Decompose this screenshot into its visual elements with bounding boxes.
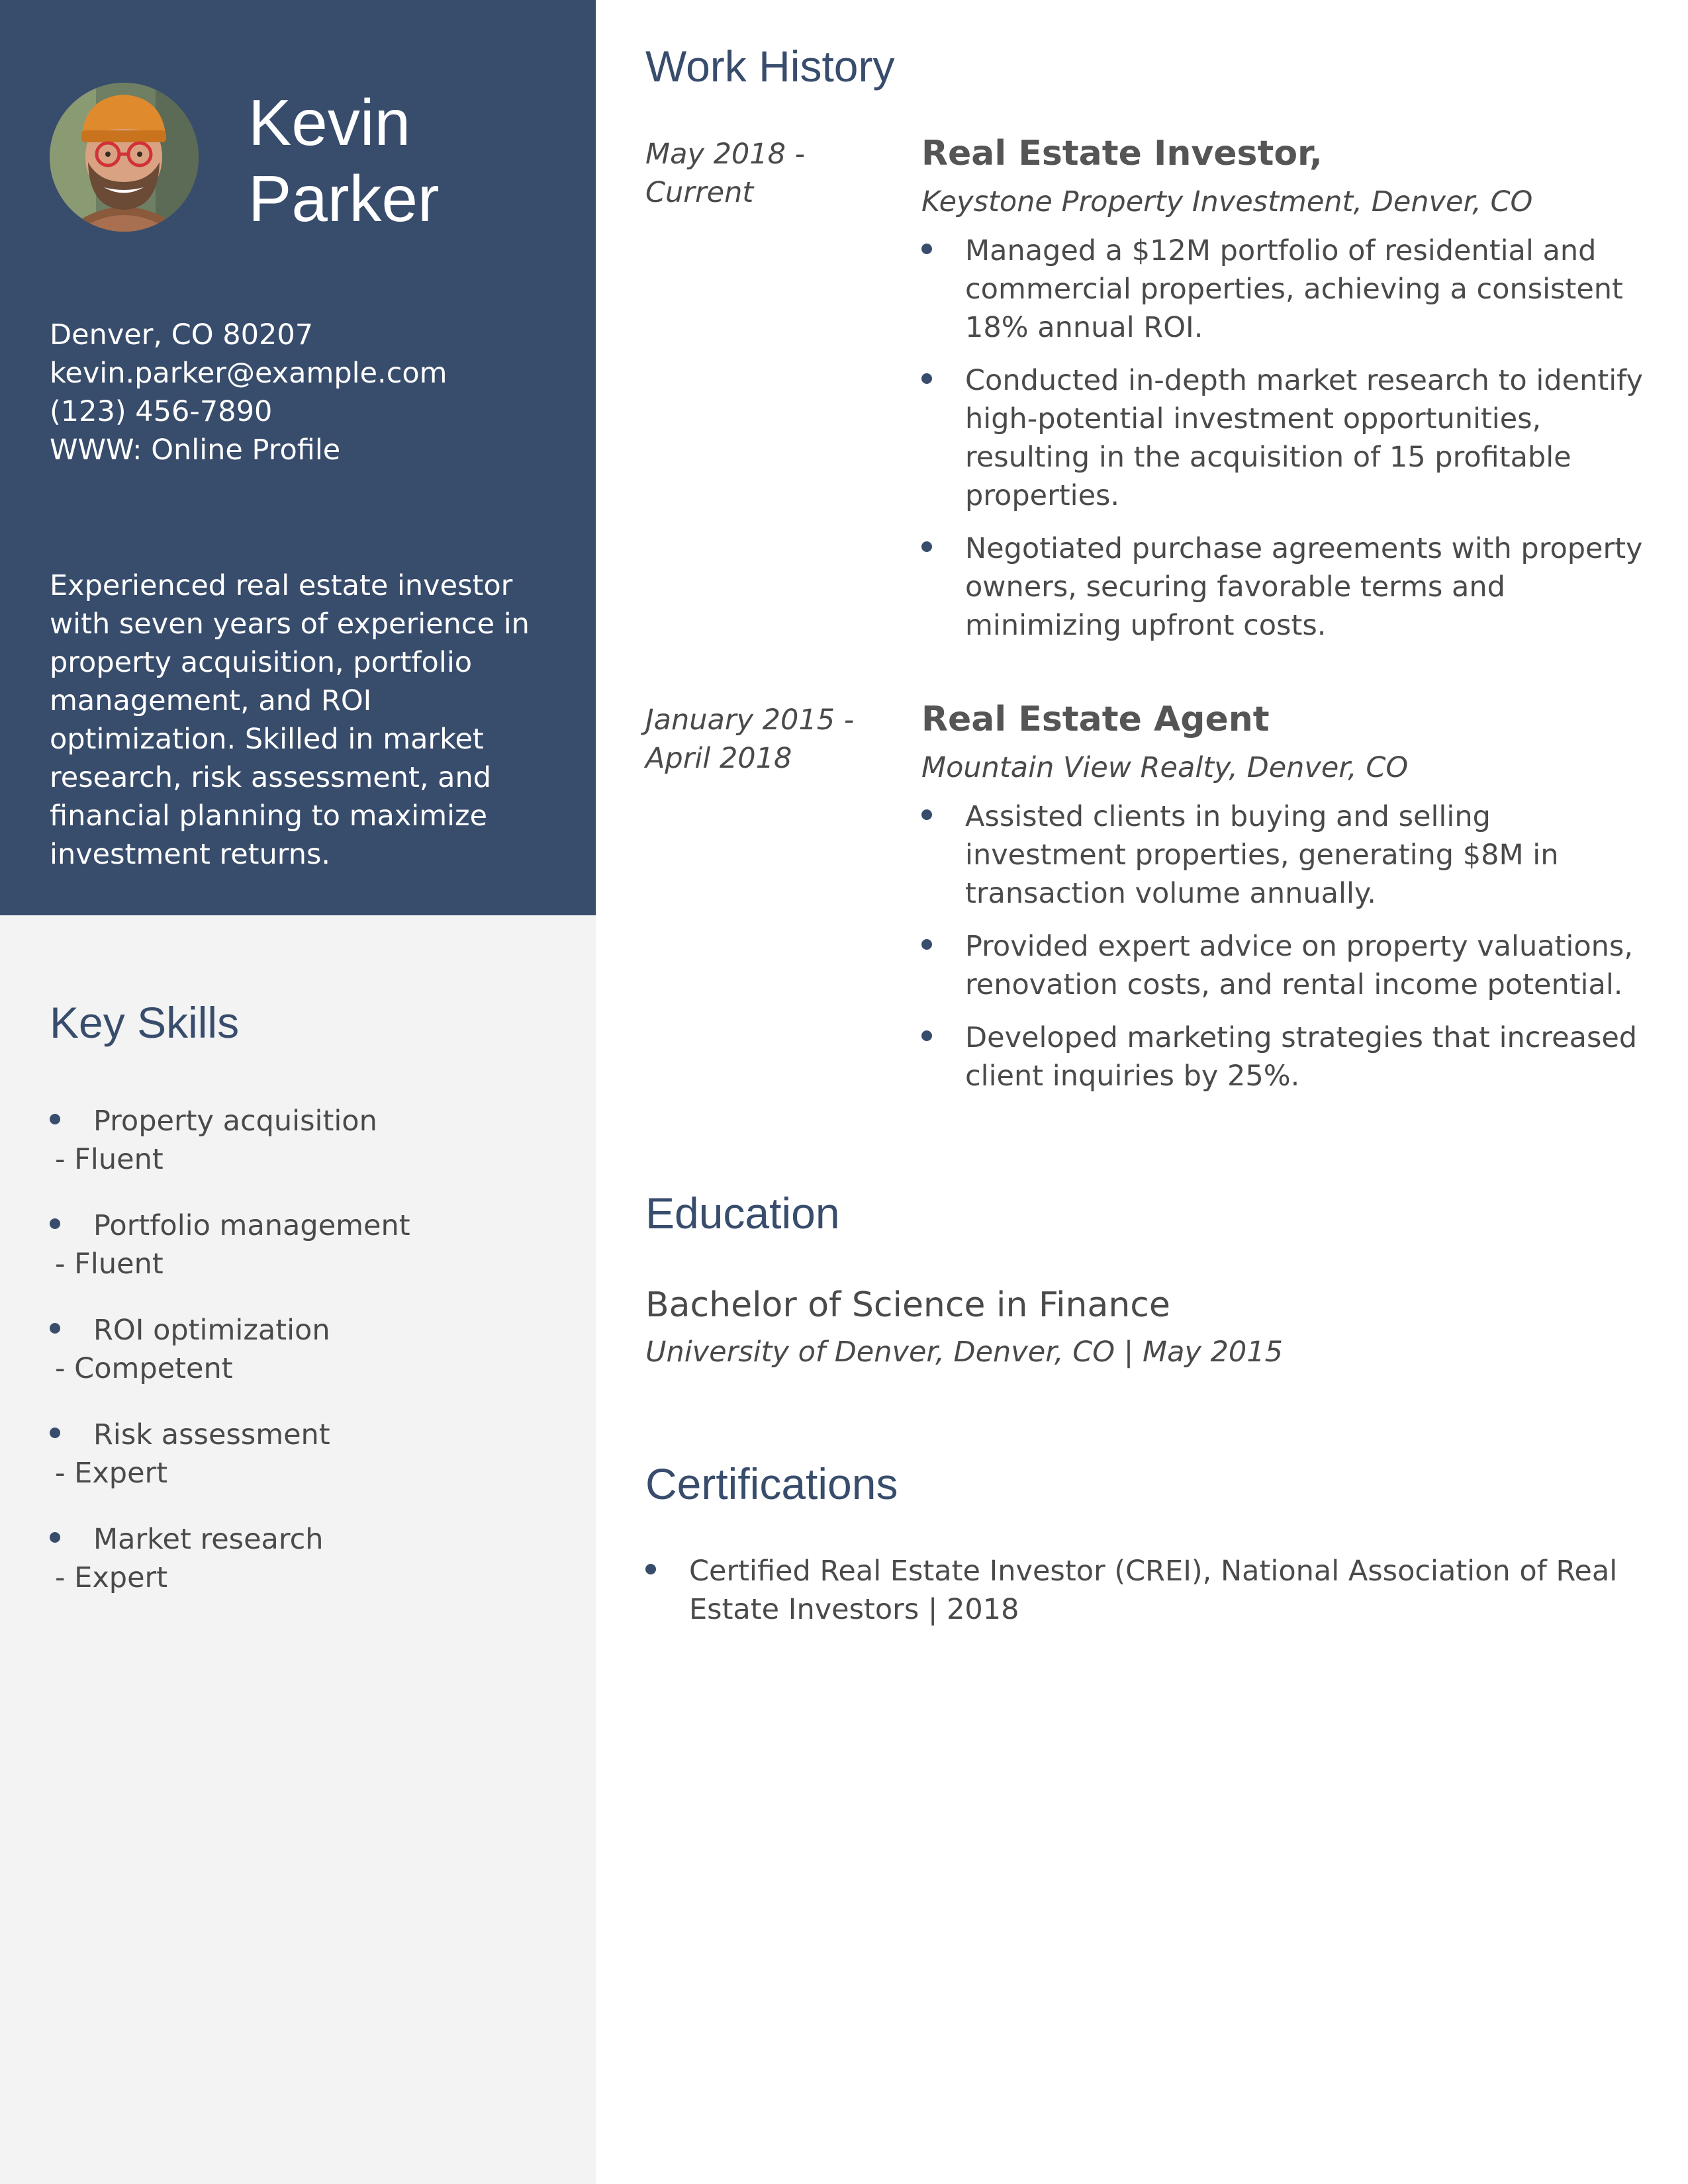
job-bullet (921, 1019, 1656, 1095)
job-bullet (921, 797, 1656, 913)
bullet-text: Provided expert advice on property valuations, renovation costs, and rental income potential. (965, 930, 1633, 1001)
bullet-icon (921, 244, 932, 254)
skill-level: - Competent (55, 1352, 233, 1385)
skill-name: Portfolio management (93, 1209, 410, 1242)
contact-phone: (123) 456-7890 (50, 395, 273, 428)
contact-email[interactable]: kevin.parker@example.com (50, 357, 447, 390)
bullet-icon (50, 1428, 60, 1438)
candidate-name (248, 85, 579, 237)
certification-text: Certified Real Estate Investor (CREI), National Association of Real Estate Investors | 2018 (689, 1555, 1618, 1626)
job-details (921, 701, 1656, 1110)
skill-item (50, 1416, 553, 1492)
work-history-heading: Work History (645, 42, 895, 91)
skill-name: Market research (93, 1523, 324, 1556)
job-details (921, 135, 1656, 659)
bullet-icon (50, 1323, 60, 1334)
certification-item (645, 1552, 1652, 1629)
job-bullet (921, 361, 1656, 515)
sidebar-header (0, 0, 596, 915)
bullet-text: Assisted clients in buying and selling investment properties, generating $8M in transaction volume annually. (965, 800, 1559, 910)
skill-item (50, 1102, 553, 1179)
bullet-icon (50, 1532, 60, 1543)
skill-name: ROI optimization (93, 1314, 330, 1347)
bullet-text: Developed marketing strategies that increased client inquiries by 25%. (965, 1021, 1638, 1093)
last-name: Parker (248, 162, 440, 235)
skill-item (50, 1520, 553, 1597)
job-title: Real Estate Agent (921, 700, 1270, 739)
job-bullet (921, 232, 1656, 347)
skill-level: - Fluent (55, 1143, 164, 1176)
job-company: Mountain View Realty, Denver, CO (921, 751, 1409, 784)
bullet-text: Negotiated purchase agreements with property owners, securing favorable terms and minimizing upfront costs. (965, 532, 1643, 642)
professional-summary: Experienced real estate investor with seven years of experience in property acquisition, portfolio management, and ROI optimization. Skilled in market research, risk assessment, and financial planning to maximize investment returns. (50, 569, 530, 871)
bullet-icon (50, 1114, 60, 1124)
job-company: Keystone Property Investment, Denver, CO (921, 185, 1533, 218)
skill-level: - Fluent (55, 1248, 164, 1281)
bullet-icon (921, 541, 932, 552)
contact-info (50, 316, 579, 469)
bullet-text: Managed a $12M portfolio of residential and commercial properties, achieving a consistent 18% annual ROI. (965, 234, 1623, 344)
job-dates: May 2018 - Current (645, 138, 806, 209)
job-bullet (921, 529, 1656, 645)
bullet-icon (921, 373, 932, 384)
bullet-icon (921, 939, 932, 950)
bullet-icon (921, 1030, 932, 1041)
skills-list (50, 1102, 553, 1625)
degree: Bachelor of Science in Finance (645, 1285, 1170, 1325)
job-bullet (921, 927, 1656, 1004)
skill-level: - Expert (55, 1457, 168, 1490)
contact-address: Denver, CO 80207 (50, 318, 314, 351)
bullet-text: Conducted in-depth market research to identify high-potential investment opportunities, resulting in the acquisition of 15 profitable properties. (965, 364, 1643, 512)
skill-name: Risk assessment (93, 1418, 330, 1451)
school: University of Denver, Denver, CO | May 2015 (645, 1336, 1283, 1369)
sidebar (0, 0, 596, 2184)
avatar-illustration (50, 83, 199, 232)
job-bullets (921, 232, 1656, 645)
skill-item (50, 1206, 553, 1283)
job-bullets (921, 797, 1656, 1095)
bullet-icon (645, 1564, 656, 1574)
certifications-list (645, 1552, 1652, 1629)
skill-level: - Expert (55, 1561, 168, 1594)
education-heading: Education (645, 1189, 840, 1238)
first-name: Kevin (248, 86, 411, 159)
job-dates: January 2015 - April 2018 (645, 704, 855, 775)
job-title: Real Estate Investor, (921, 134, 1323, 173)
education-entry (645, 1283, 1652, 1371)
bullet-icon (50, 1218, 60, 1229)
certifications-heading: Certifications (645, 1459, 898, 1508)
bullet-icon (921, 809, 932, 820)
skill-name: Property acquisition (93, 1105, 377, 1138)
person-avatar-icon (50, 83, 199, 232)
contact-website[interactable]: WWW: Online Profile (50, 433, 341, 467)
skill-item (50, 1311, 553, 1388)
skills-heading: Key Skills (50, 998, 240, 1047)
